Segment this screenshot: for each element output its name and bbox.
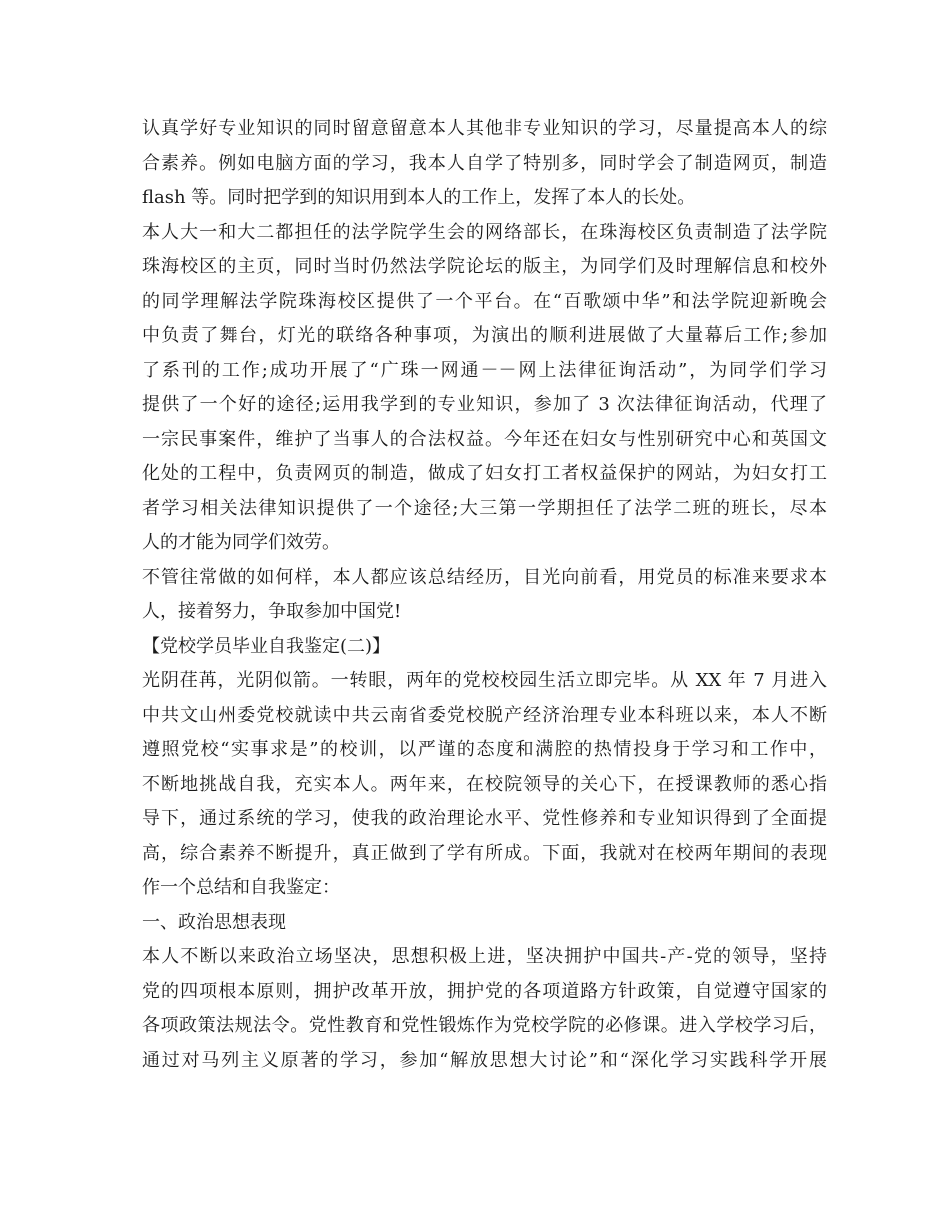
text-line: 合素养。例如电脑方面的学习，我本人自学了特别多，同时学会了制造网页，制造	[142, 152, 827, 174]
text-line: 了系刊的工作;成功开展了“广珠一网通－－网上法律征询活动”，为同学们学习	[142, 359, 827, 381]
text-line: 党的四项根本原则，拥护改革开放，拥护党的各项道路方针政策，自觉遵守国家的	[142, 980, 827, 1002]
text-line: 珠海校区的主页，同时当时仍然法学院论坛的版主，为同学们及时理解信息和校外	[142, 256, 827, 277]
text-line: 人，接着努力，争取参加中国党!	[142, 601, 402, 622]
text-line: 光阴荏苒，光阴似箭。一转眼，两年的党校校园生活立即完毕。从 XX 年 7 月进入	[142, 670, 827, 691]
text-line: 一宗民事案件，维护了当事人的合法权益。今年还在妇女与性别研究中心和英国文	[142, 428, 827, 450]
document-body	[142, 112, 827, 1078]
text-line: 导下，通过系统的学习，使我的政治理论水平、党性修养和专业知识得到了全面提	[142, 808, 827, 829]
text-line: 本人不断以来政治立场坚决，思想积极上进，坚决拥护中国共-产-党的领导，坚持	[142, 946, 827, 967]
text-line: 作一个总结和自我鉴定：	[142, 877, 340, 898]
text-line: 的同学理解法学院珠海校区提供了一个平台。在“百歌颂中华”和法学院迎新晚会	[142, 290, 827, 312]
text-line: flash 等。同时把学到的知识用到本人的工作上，发挥了本人的长处。	[142, 187, 696, 208]
text-line: 化处的工程中，负责网页的制造，做成了妇女打工者权益保护的网站，为妇女打工	[142, 463, 827, 484]
text-line: 遵照党校“实事求是”的校训，以严谨的态度和满腔的热情投身于学习和工作中，	[142, 739, 827, 760]
text-line: 人的才能为同学们效劳。	[142, 532, 340, 553]
text-line: 提供了一个好的途径;运用我学到的专业知识，参加了 3 次法律征询活动，代理了	[142, 394, 827, 415]
text-line: 中共文山州委党校就读中共云南省委党校脱产经济治理专业本科班以来，本人不断	[142, 704, 827, 726]
text-line: 者学习相关法律知识提供了一个途径;大三第一学期担任了法学二班的班长，尽本	[142, 497, 827, 519]
text-line: 各项政策法规法令。党性教育和党性锻炼作为党校学院的必修课。进入学校学习后，	[142, 1015, 827, 1036]
text-line: 高，综合素养不断提升，真正做到了学有所成。下面，我就对在校两年期间的表现	[142, 842, 827, 864]
text-line: 认真学好专业知识的同时留意留意本人其他非专业知识的学习，尽量提高本人的综	[142, 118, 827, 139]
text-line: 不断地挑战自我，充实本人。两年来，在校院领导的关心下，在授课教师的悉心指	[142, 773, 827, 795]
subsection-heading: 一、政治思想表现	[142, 911, 286, 933]
text-line: 中负责了舞台，灯光的联络各种事项，为演出的顺利进展做了大量幕后工作;参加	[142, 325, 827, 346]
text-line: 不管往常做的如何样，本人都应该总结经历，目光向前看，用党员的标准来要求本	[142, 566, 827, 588]
text-line: 通过对马列主义原著的学习，参加“解放思想大讨论”和“深化学习实践科学开展	[142, 1049, 827, 1071]
section-heading: 【党校学员毕业自我鉴定(二)】	[142, 635, 391, 657]
text-line: 本人大一和大二都担任的法学院学生会的网络部长，在珠海校区负责制造了法学院	[142, 221, 827, 243]
